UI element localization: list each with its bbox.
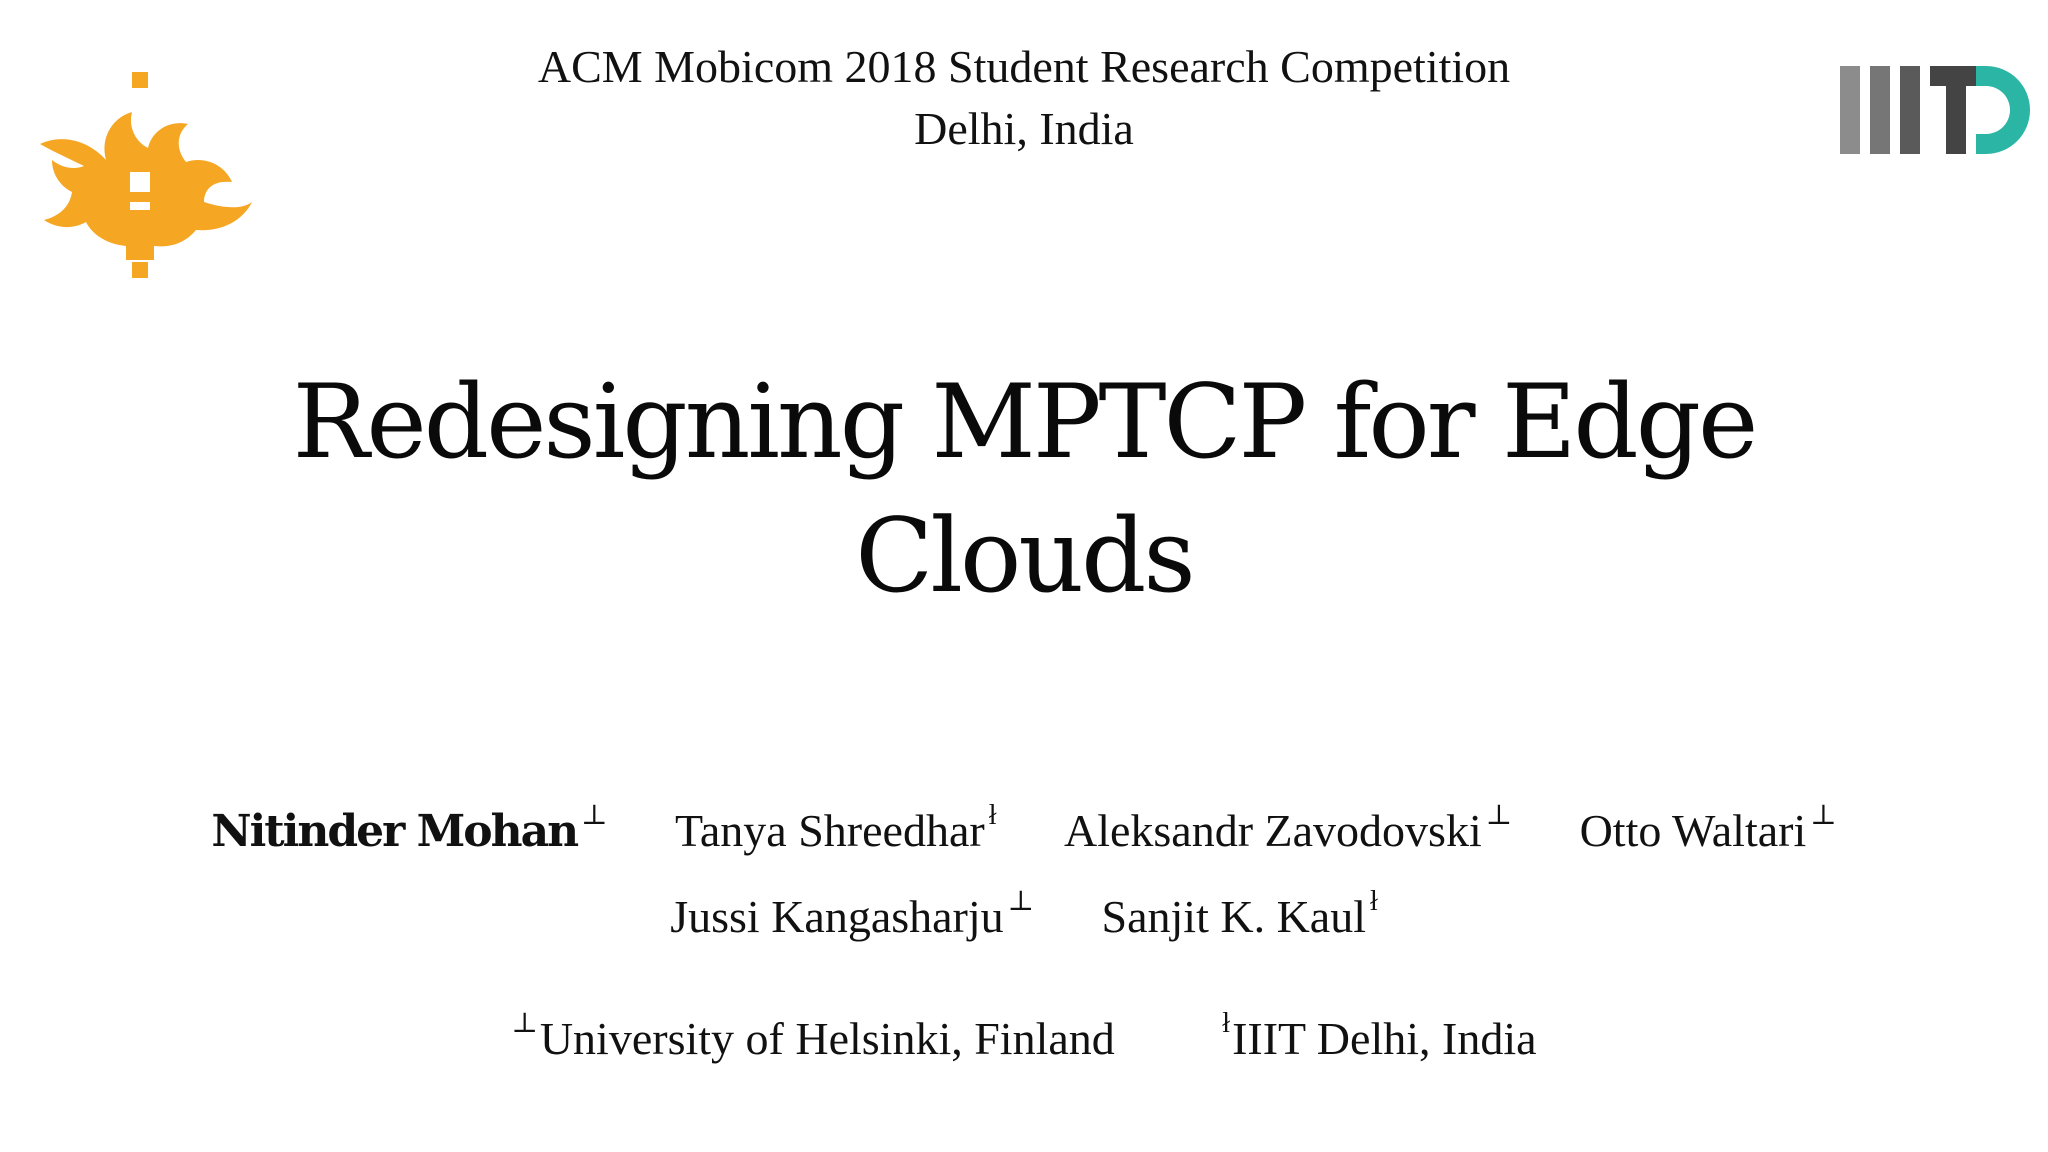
author-name: Aleksandr Zavodovski <box>1063 805 1482 856</box>
affiliation-iiit-delhi <box>1222 994 1536 1069</box>
author-jussi-kangasharju <box>670 867 1034 952</box>
affiliation-mark: ł <box>1370 886 1378 917</box>
affiliation-name: University of Helsinki, Finland <box>539 1013 1115 1064</box>
affiliation-mark: ⊥ <box>1007 886 1035 917</box>
conference-location: Delhi, India <box>914 103 1134 154</box>
author-aleksandr-zavodovski <box>1064 781 1512 866</box>
affiliation-mark: ⊥ <box>1810 800 1837 831</box>
conference-name: ACM Mobicom 2018 Student Research Competition <box>537 41 1511 92</box>
conference-header <box>0 36 2048 160</box>
author-name: Jussi Kangasharju <box>670 891 1004 942</box>
author-line-2 <box>0 867 2048 952</box>
affiliation-mark: ⊥ <box>1485 800 1513 831</box>
author-name: Otto Waltari <box>1579 805 1807 856</box>
author-sanjit-kaul <box>1102 867 1378 952</box>
author-otto-waltari <box>1580 781 1837 866</box>
author-nitinder-mohan <box>211 780 607 867</box>
author-name: Nitinder Mohan <box>211 806 578 857</box>
author-name: Sanjit K. Kaul <box>1101 891 1366 942</box>
affiliation-mark: ⊥ <box>581 798 608 831</box>
affiliation-name: IIIT Delhi, India <box>1232 1013 1537 1064</box>
author-list <box>0 780 2048 952</box>
affiliation-mark: ł <box>1222 1008 1231 1039</box>
affiliation-mark: ł <box>988 800 997 831</box>
author-line-1 <box>0 780 2048 867</box>
author-tanya-shreedhar <box>675 781 996 866</box>
affiliation-helsinki <box>511 994 1114 1069</box>
page-title: Redesigning MPTCP for Edge Clouds <box>292 363 1756 616</box>
affiliation-list <box>0 994 2048 1069</box>
author-name: Tanya Shreedhar <box>674 805 985 856</box>
affiliation-mark: ⊥ <box>511 1008 538 1039</box>
